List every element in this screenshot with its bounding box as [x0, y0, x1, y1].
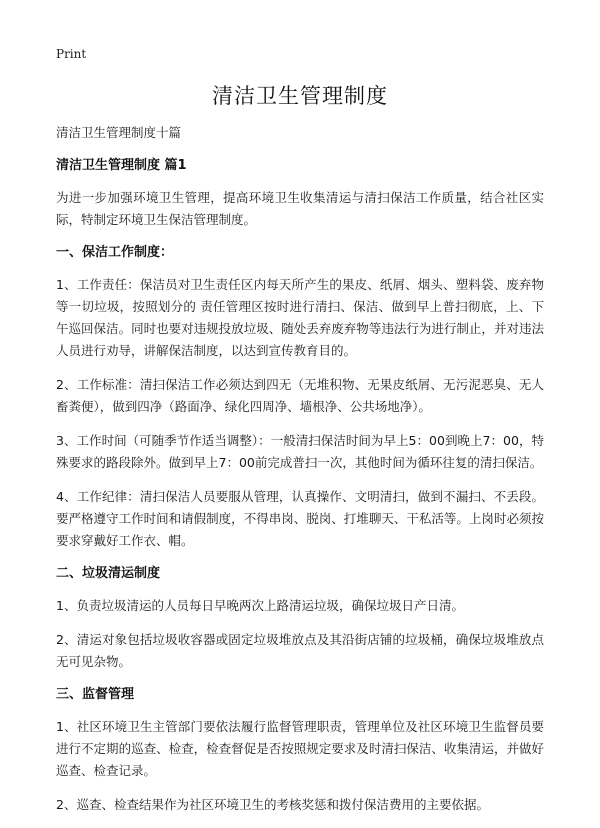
paragraph: 1、社区环境卫生主管部门要依法履行监督管理职责，管理单位及社区环境卫生监督员要进行不定期的巡查、检查，检查督促是否按照规定要求及时清扫保洁、收集清运，并做好巡查、检查记录。	[56, 719, 544, 778]
section-heading-supervision: 三、监督管理	[56, 687, 135, 702]
intro-paragraph: 为进一步加强环境卫生管理，提高环境卫生收集清运与清扫保洁工作质量，结合社区实际，特制定环境卫生保洁管理制度。	[56, 190, 544, 227]
paragraph: 1、负责垃圾清运的人员每日早晚两次上路清运垃圾，确保垃圾日产日清。	[56, 598, 464, 613]
paragraph: 3、工作时间（可随季节作适当调整）：一般清扫保洁时间为早上5：00到晚上7：00，特殊要求的路段除外。做到早上7：00前完成普扫一次，其他时间为循环往复的清扫保洁。	[56, 433, 544, 470]
section-heading-garbage: 二、垃圾清运制度	[56, 566, 161, 581]
document-title: 清洁卫生管理制度	[212, 84, 388, 108]
paragraph: 1、工作责任：保洁员对卫生责任区内每天所产生的果皮、纸屑、烟头、塑料袋、废弃物等一切垃圾，按照划分的 责任管理区按时进行清扫、保洁、做到早上普扫彻底，上、下午巡回保洁。同时也要对违规投放垃圾、随处丢弃废弃物等违法行为进行制止，并对违法人员进行劝导，讲解保洁制度，以达到宣传教育目的。	[56, 277, 544, 358]
paragraph: 2、清运对象包括垃圾收容器或固定垃圾堆放点及其沿街店铺的垃圾桶，确保垃圾堆放点无可见杂物。	[56, 632, 544, 669]
print-label: Print	[56, 47, 87, 61]
section-heading-cleaning: 一、保洁工作制度：	[56, 245, 174, 260]
document-subtitle: 清洁卫生管理制度十篇	[56, 125, 182, 140]
part-heading: 清洁卫生管理制度 篇1	[56, 158, 187, 173]
paragraph: 2、巡查、检查结果作为社区环境卫生的考核奖惩和拨付保洁费用的主要依据。	[56, 797, 489, 812]
paragraph: 4、工作纪律：清扫保洁人员要服从管理，认真操作、文明清扫，做到不漏扫、不丢段。要严格遵守工作时间和请假制度，不得串岗、脱岗、打堆聊天、干私活等。上岗时必须按要求穿戴好工作衣、帽。	[56, 489, 544, 548]
paragraph: 2、工作标准：清扫保洁工作必须达到四无（无堆积物、无果皮纸屑、无污泥恶臭、无人畜粪便），做到四净（路面净、绿化四周净、墙根净、公共场地净）。	[56, 377, 544, 414]
